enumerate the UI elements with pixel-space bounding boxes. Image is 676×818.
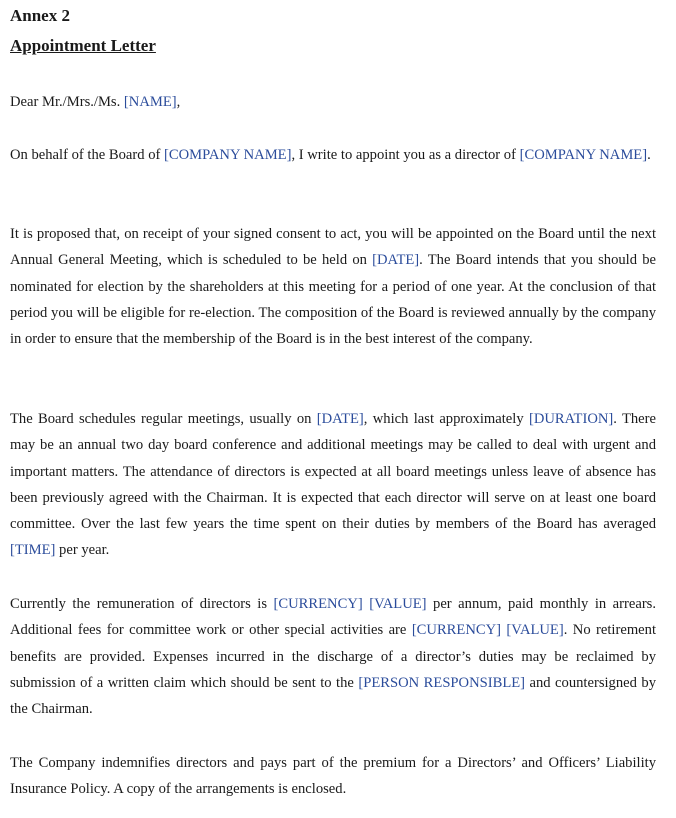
- para3-text-3: . There may be an annual two day board conference and additional meetings may be called to deal with urgent and important matters. The attendance of directors is expected at all board meetings unless leave of absence has been previously agreed with the Chairman. It is expected that each director will serve on at least one board committee. Over the last few years the time spent on their duties by members of the Board has averaged: [10, 411, 656, 533]
- time-placeholder: [TIME]: [10, 542, 56, 559]
- greeting: [10, 89, 656, 115]
- paragraph-remuneration: [10, 591, 656, 722]
- para1-text-3: .: [647, 147, 651, 163]
- person-responsible-placeholder: [PERSON RESPONSIBLE]: [358, 674, 526, 691]
- para5-text-1: The Company indemnifies directors and pays part of the premium for a Directors’ and Officers’ Liability Insurance Policy. A copy of the arrangements is enclosed.: [10, 755, 656, 798]
- currency-placeholder: [CURRENCY]: [411, 622, 501, 639]
- para2-text-2: . The Board intends that you should be nominated for election by the shareholders at this meeting for a period of one year. At the conclusion of that period you will be eligible for re-election. The composition of the Board is reviewed annually by the company in order to ensure that the membership of the Board is in the best interest of the company.: [10, 252, 656, 348]
- date-placeholder: [DATE]: [372, 252, 420, 269]
- value-placeholder: [VALUE]: [506, 622, 564, 639]
- para1-text-1: On behalf of the Board of: [10, 147, 164, 163]
- para2-text-1: It is proposed that, on receipt of your signed consent to act, you will be appointed on the Board until the next Annual General Meeting, which is scheduled to be held on: [10, 226, 656, 269]
- company-name-placeholder: [COMPANY NAME]: [519, 147, 648, 163]
- annex-label: Annex 2: [10, 6, 70, 25]
- document-title: Appointment Letter: [10, 36, 156, 55]
- paragraph-appointment: [10, 142, 656, 168]
- greeting-text: Dear Mr./Mrs./Ms.: [10, 94, 124, 110]
- company-name-placeholder: [COMPANY NAME]: [164, 147, 292, 163]
- greeting-comma: ,: [176, 94, 181, 110]
- date-placeholder: [DATE]: [316, 411, 364, 427]
- para3-text-2: , which last approximately: [363, 411, 529, 427]
- para4-text-2: per annum, paid monthly in arrears. Additional fees for committee work or other special activities are: [10, 596, 657, 639]
- para3-text-4: per year.: [55, 542, 110, 559]
- value-placeholder: [VALUE]: [369, 596, 427, 612]
- name-placeholder: [NAME]: [123, 94, 177, 110]
- duration-placeholder: [DURATION]: [528, 411, 614, 427]
- para3-text-1: The Board schedules regular meetings, usually on: [10, 411, 317, 427]
- para1-text-2: , I write to appoint you as a director of: [291, 147, 520, 163]
- paragraph-indemnity: [10, 750, 656, 803]
- currency-placeholder: [CURRENCY]: [273, 596, 363, 612]
- para4-text-4: and countersigned by the Chairman.: [10, 674, 656, 718]
- paragraph-meetings: [10, 406, 656, 564]
- para4-text-3: . No retirement benefits are provided. Expenses incurred in the discharge of a director’s duties may be reclaimed by submission of a written claim which should be sent to the: [10, 622, 656, 691]
- para4-text-1: Currently the remuneration of directors is: [10, 596, 274, 612]
- paragraph-term: [10, 221, 656, 352]
